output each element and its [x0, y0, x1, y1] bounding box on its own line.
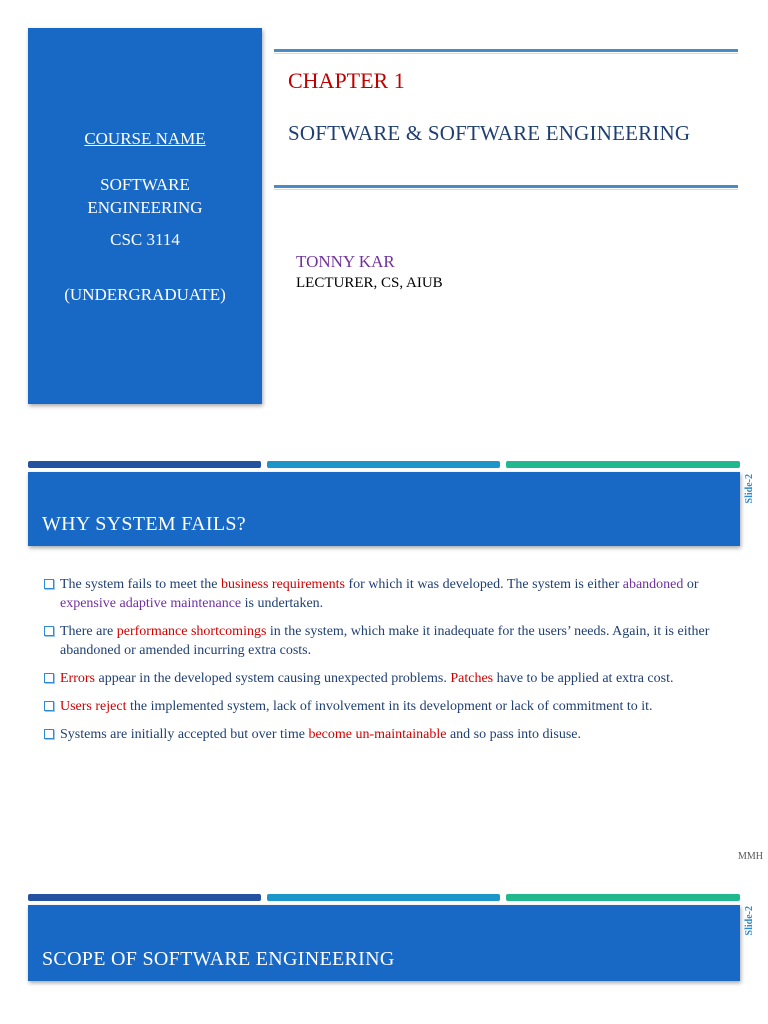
bullet-list — [42, 575, 732, 753]
footer-initials: MMH — [738, 851, 764, 862]
highlight-text: expensive adaptive maintenance — [60, 596, 242, 611]
header-bar-segment-3 — [506, 894, 740, 901]
highlight-text: business requirements — [220, 577, 345, 592]
header-bar-segment-2 — [267, 894, 500, 901]
highlight-text: Patches — [450, 671, 494, 686]
slide2-title: WHY SYSTEM FAILS? — [42, 513, 246, 535]
author-role: LECTURER, CS, AIUB — [296, 275, 443, 291]
chapter-heading: CHAPTER 1 — [288, 68, 405, 93]
course-name-line2: ENGINEERING — [87, 198, 203, 217]
course-level: (UNDERGRADUATE) — [64, 285, 226, 304]
bullet-item: The system fails to meet the business requirements for which it was developed. The system is either abandoned or expensive adaptive maintenance is undertaken. — [42, 575, 732, 613]
highlight-text: Users reject — [60, 699, 127, 714]
highlight-text: Errors — [60, 671, 95, 686]
author-name: TONNY KAR — [296, 252, 395, 271]
slide3-title-band — [28, 905, 740, 981]
header-bar-segment-3 — [506, 461, 740, 468]
slide2-title-band — [28, 472, 740, 546]
slide-title: SOFTWARE & SOFTWARE ENGINEERING — [288, 121, 691, 145]
header-bar-segment-1 — [28, 461, 261, 468]
course-code: CSC 3114 — [110, 230, 180, 249]
highlight-text: performance shortcomings — [116, 624, 267, 639]
bullet-item: There are performance shortcomings in the system, which make it inadequate for the users’ needs. Again, it is either abandoned or amended incurring extra costs. — [42, 622, 732, 660]
bullet-item: Errors appear in the developed system causing unexpected problems. Patches have to be applied at extra cost. — [42, 669, 732, 688]
course-label: COURSE NAME — [84, 129, 206, 148]
highlight-text: abandoned — [622, 577, 684, 592]
course-info-panel — [28, 28, 262, 404]
header-bar-segment-1 — [28, 894, 261, 901]
highlight-text: become un-maintainable — [308, 727, 447, 742]
slide3-title: SCOPE OF SOFTWARE ENGINEERING — [42, 948, 395, 970]
course-name-line1: SOFTWARE — [100, 175, 190, 194]
checkbox-bullet-icon — [44, 729, 54, 739]
bullet-item: Users reject the implemented system, lack of involvement in its development or lack of commitment to it. — [42, 697, 732, 716]
bullet-item: Systems are initially accepted but over time become un-maintainable and so pass into disuse. — [42, 725, 732, 744]
checkbox-bullet-icon — [44, 673, 54, 683]
title-rule-top — [274, 49, 738, 52]
header-bar-segment-2 — [267, 461, 500, 468]
slide3-number: Slide-2 — [744, 906, 755, 936]
checkbox-bullet-icon — [44, 579, 54, 589]
slide2-number: Slide-2 — [744, 474, 755, 504]
title-rule-bottom — [274, 185, 738, 188]
checkbox-bullet-icon — [44, 626, 54, 636]
checkbox-bullet-icon — [44, 701, 54, 711]
